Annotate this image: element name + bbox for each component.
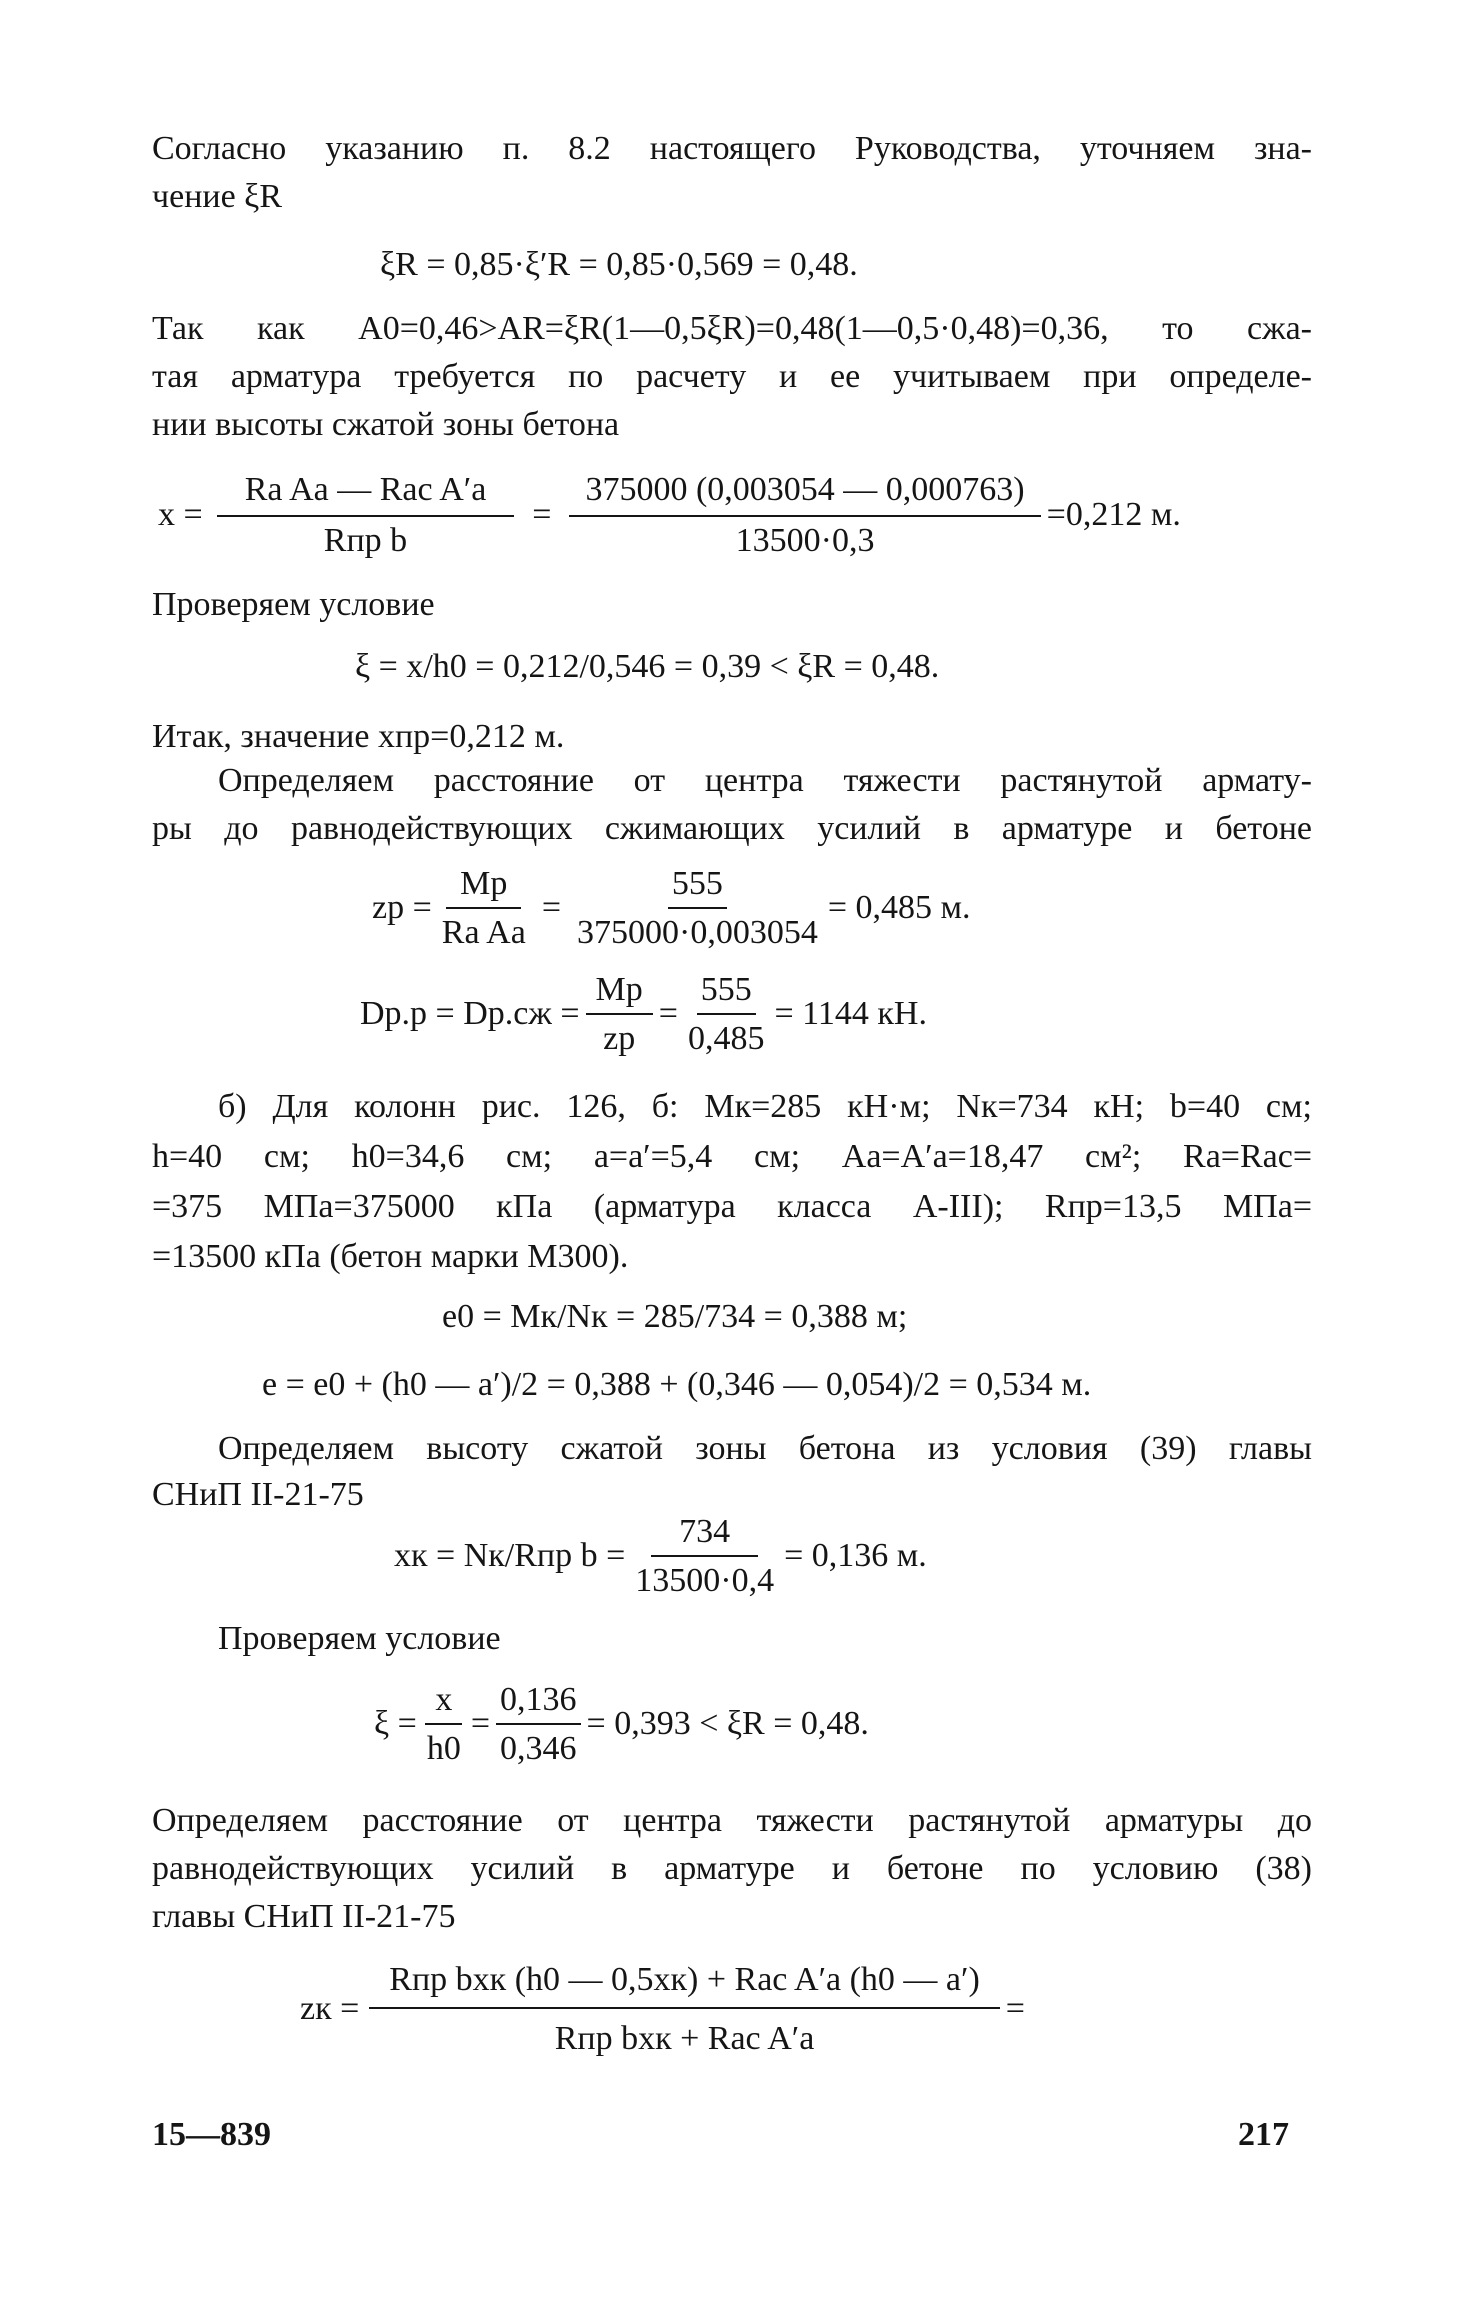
formula-lhs: x =: [158, 496, 203, 534]
formula-zk: [300, 1960, 1025, 2058]
formula-lhs: xк = Nк/Rпр b =: [394, 1537, 626, 1575]
fraction: [569, 470, 1040, 560]
fraction: [586, 970, 653, 1058]
formula-rhs: =0,212 м.: [1046, 496, 1181, 534]
formula-xi-k: [374, 1680, 869, 1768]
text-line: =375 МПа=375000 кПа (арматура класса A-III); Rпр=13,5 МПа=: [152, 1188, 1312, 1225]
text-line: Определяем расстояние от центра тяжести растянутой арматуры до: [152, 1802, 1312, 1839]
text-line: тая арматура требуется по расчету и ее учитываем при определе-: [152, 358, 1312, 395]
fraction-denominator: 375000·0,003054: [577, 914, 818, 952]
formula-x: [158, 470, 1181, 560]
formula-rhs: = 0,136 м.: [784, 1537, 927, 1575]
formula-rhs: = 1144 кН.: [774, 995, 927, 1033]
text-line: h=40 см; h0=34,6 см; a=a′=5,4 см; Aa=A′a=18,47 см²; Ra=Rac=: [152, 1138, 1312, 1175]
formula-e: e = e0 + (h0 — a′)/2 = 0,388 + (0,346 — 0,054)/2 = 0,534 м.: [262, 1366, 1092, 1403]
formula-xi-check: ξ = x/h0 = 0,212/0,546 = 0,39 < ξR = 0,48.: [355, 648, 940, 685]
equals-sign: =: [658, 995, 678, 1033]
fraction-numerator: 555: [668, 864, 727, 909]
fraction: [438, 864, 530, 952]
text-line: ры до равнодействующих сжимающих усилий в арматуре и бетоне: [152, 810, 1312, 847]
fraction-denominator: zр: [603, 1020, 636, 1058]
text-line: равнодействующих усилий в арматуре и бетоне по условию (38): [152, 1850, 1312, 1887]
fraction-numerator: 375000 (0,003054 — 0,000763): [569, 470, 1040, 517]
fraction-denominator: Rпр b: [323, 522, 408, 560]
fraction: [369, 1960, 999, 2058]
fraction: [631, 1512, 778, 1600]
equals-sign: =: [470, 1705, 491, 1743]
fraction-numerator: x: [425, 1680, 462, 1725]
formula-lhs: zк =: [300, 1990, 360, 2028]
text-line: нии высоты сжатой зоны бетона: [152, 406, 620, 443]
page-number: 217: [1238, 2116, 1289, 2153]
formula-rhs: = 0,393 < ξR = 0,48.: [586, 1705, 869, 1743]
fraction-numerator: 734: [651, 1512, 758, 1557]
fraction-numerator: 0,136: [496, 1680, 581, 1725]
fraction: [423, 1680, 465, 1768]
formula-rhs: =: [1005, 1990, 1025, 2028]
formula-lhs: ξ =: [374, 1705, 417, 1743]
formula-e0: e0 = Mк/Nк = 285/734 = 0,388 м;: [442, 1298, 908, 1335]
text-line: б) Для колонн рис. 126, б: Mк=285 кН·м; Nк=734 кН; b=40 см;: [218, 1088, 1312, 1125]
equals-sign: =: [541, 889, 561, 927]
text-span: Согласно указанию п. 8.2 настоящего Руководства, уточняем зна-: [152, 130, 1312, 167]
text-line: [152, 132, 1312, 166]
fraction: [684, 970, 769, 1058]
formula-rhs: = 0,485 м.: [827, 889, 971, 927]
fraction-numerator: Mр: [586, 970, 653, 1015]
fraction-denominator: 13500·0,3: [735, 522, 875, 560]
formula-xi-r: ξR = 0,85·ξ′R = 0,85·0,569 = 0,48.: [380, 246, 858, 283]
text-line: СНиП II-21-75: [152, 1476, 364, 1513]
formula-lhs: Dр.р = Dр.сж =: [360, 995, 580, 1033]
formula-lhs: zр =: [372, 889, 432, 927]
text-line: Определяем расстояние от центра тяжести растянутой армату-: [218, 762, 1312, 799]
formula-dp: [360, 970, 927, 1058]
text-line: Определяем высоту сжатой зоны бетона из условия (39) главы: [218, 1430, 1312, 1467]
fraction-numerator: Mр: [446, 864, 521, 909]
fraction-denominator: 0,485: [687, 1020, 765, 1058]
text-line: главы СНиП II-21-75: [152, 1898, 456, 1935]
fraction-denominator: Rпр bxк + Rac A′a: [554, 2020, 815, 2058]
text-line: Проверяем условие: [152, 586, 435, 623]
formula-zp: [372, 864, 971, 952]
printer-signature: 15—839: [152, 2116, 271, 2153]
fraction-numerator: Ra Aa — Rac A′a: [217, 470, 515, 517]
text-line: =13500 кПа (бетон марки М300).: [152, 1238, 629, 1275]
formula-xk: [394, 1512, 927, 1600]
text-line: Итак, значение xпр=0,212 м.: [152, 718, 565, 755]
fraction-numerator: Rпр bxк (h0 — 0,5xк) + Rac A′a (h0 — a′): [369, 1960, 999, 2009]
fraction-denominator: 0,346: [500, 1730, 577, 1768]
text-line: Так как A0=0,46>AR=ξR(1—0,5ξR)=0,48(1—0,5·0,48)=0,36, то сжа-: [152, 310, 1312, 347]
fraction-denominator: h0: [426, 1730, 461, 1768]
equals-sign: =: [532, 496, 552, 534]
text-line: чение ξR: [152, 178, 283, 215]
fraction: [217, 470, 515, 560]
fraction-denominator: 13500·0,4: [635, 1562, 775, 1600]
text-line: Проверяем условие: [218, 1620, 501, 1657]
fraction-denominator: Ra Aa: [441, 914, 526, 952]
fraction: [573, 864, 822, 952]
fraction-numerator: 555: [697, 970, 756, 1015]
fraction: [496, 1680, 581, 1768]
